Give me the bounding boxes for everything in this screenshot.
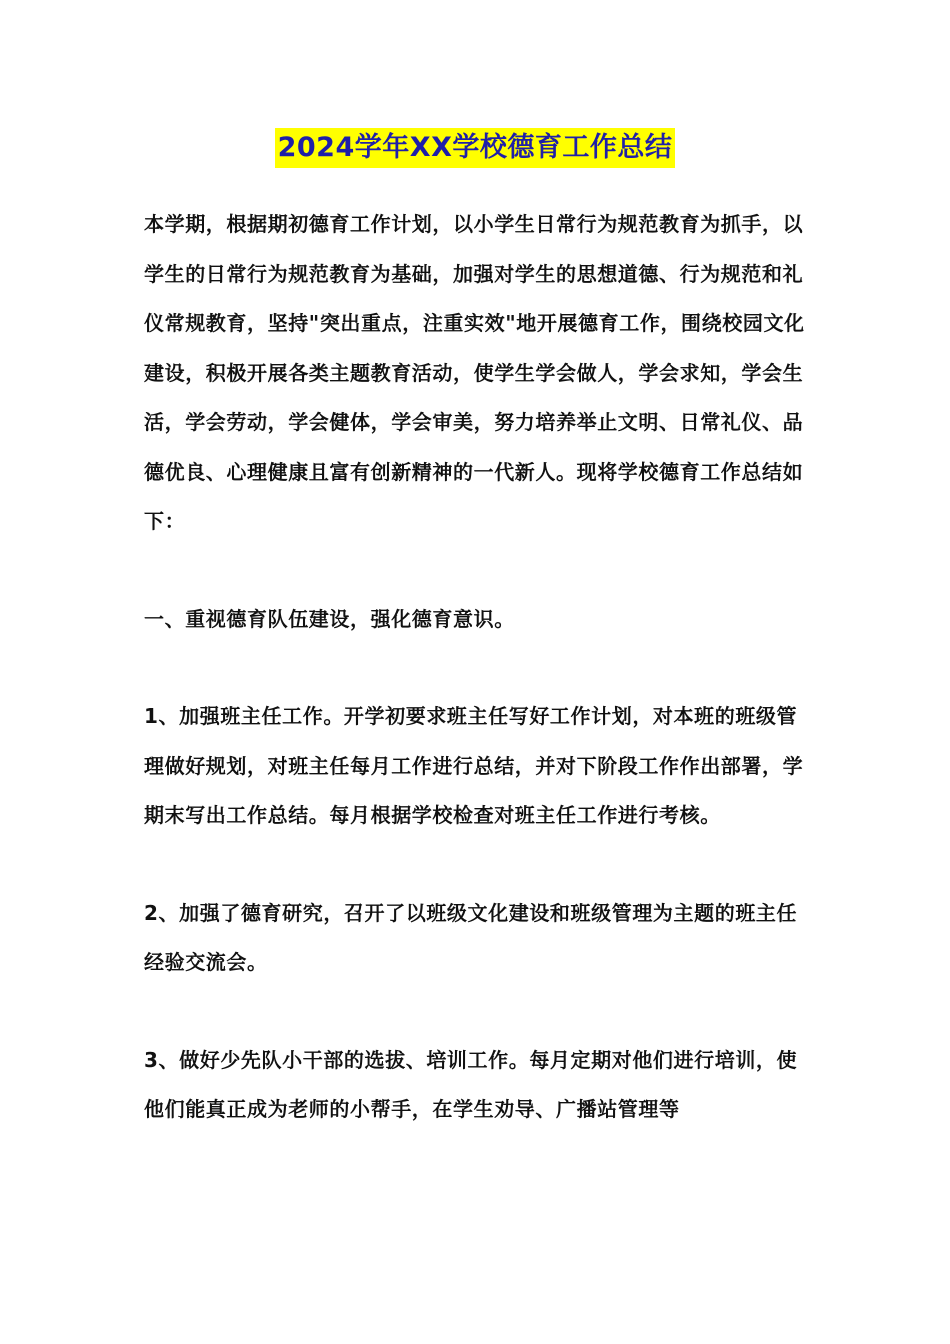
document-body [144,200,808,1183]
document-title: 2024学年XX学校德育工作总结 [275,128,676,168]
paragraph-item-1: 1、加强班主任工作。开学初要求班主任写好工作计划，对本班的班级管理做好规划，对班主任每月工作进行总结，并对下阶段工作作出部署，学期末写出工作总结。每月根据学校检查对班主任工作进行考核。 [144,704,804,827]
title-container [0,128,950,168]
paragraph-item-3: 3、做好少先队小干部的选拔、培训工作。每月定期对他们进行培训，使他们能真正成为老师的小帮手，在学生劝导、广播站管理等 [144,1047,798,1121]
paragraph-item-2: 2、加强了德育研究，召开了以班级文化建设和班级管理为主题的班主任经验交流会。 [144,900,798,974]
paragraph-intro: 本学期，根据期初德育工作计划，以小学生日常行为规范教育为抓手，以学生的日常行为规范教育为基础，加强对学生的思想道德、行为规范和礼仪常规教育，坚持"突出重点，注重实效"地开展德育工作，围绕校园文化建设，积极开展各类主题教育活动，使学生学会做人，学会求知，学会生活，学会劳动，学会健体，学会审美，努力培养举止文明、日常礼仪、品德优良、心理健康且富有创新精神的一代新人。现将学校德育工作总结如下： [144,212,805,533]
section-heading-1: 一、重视德育队伍建设，强化德育意识。 [144,606,515,631]
